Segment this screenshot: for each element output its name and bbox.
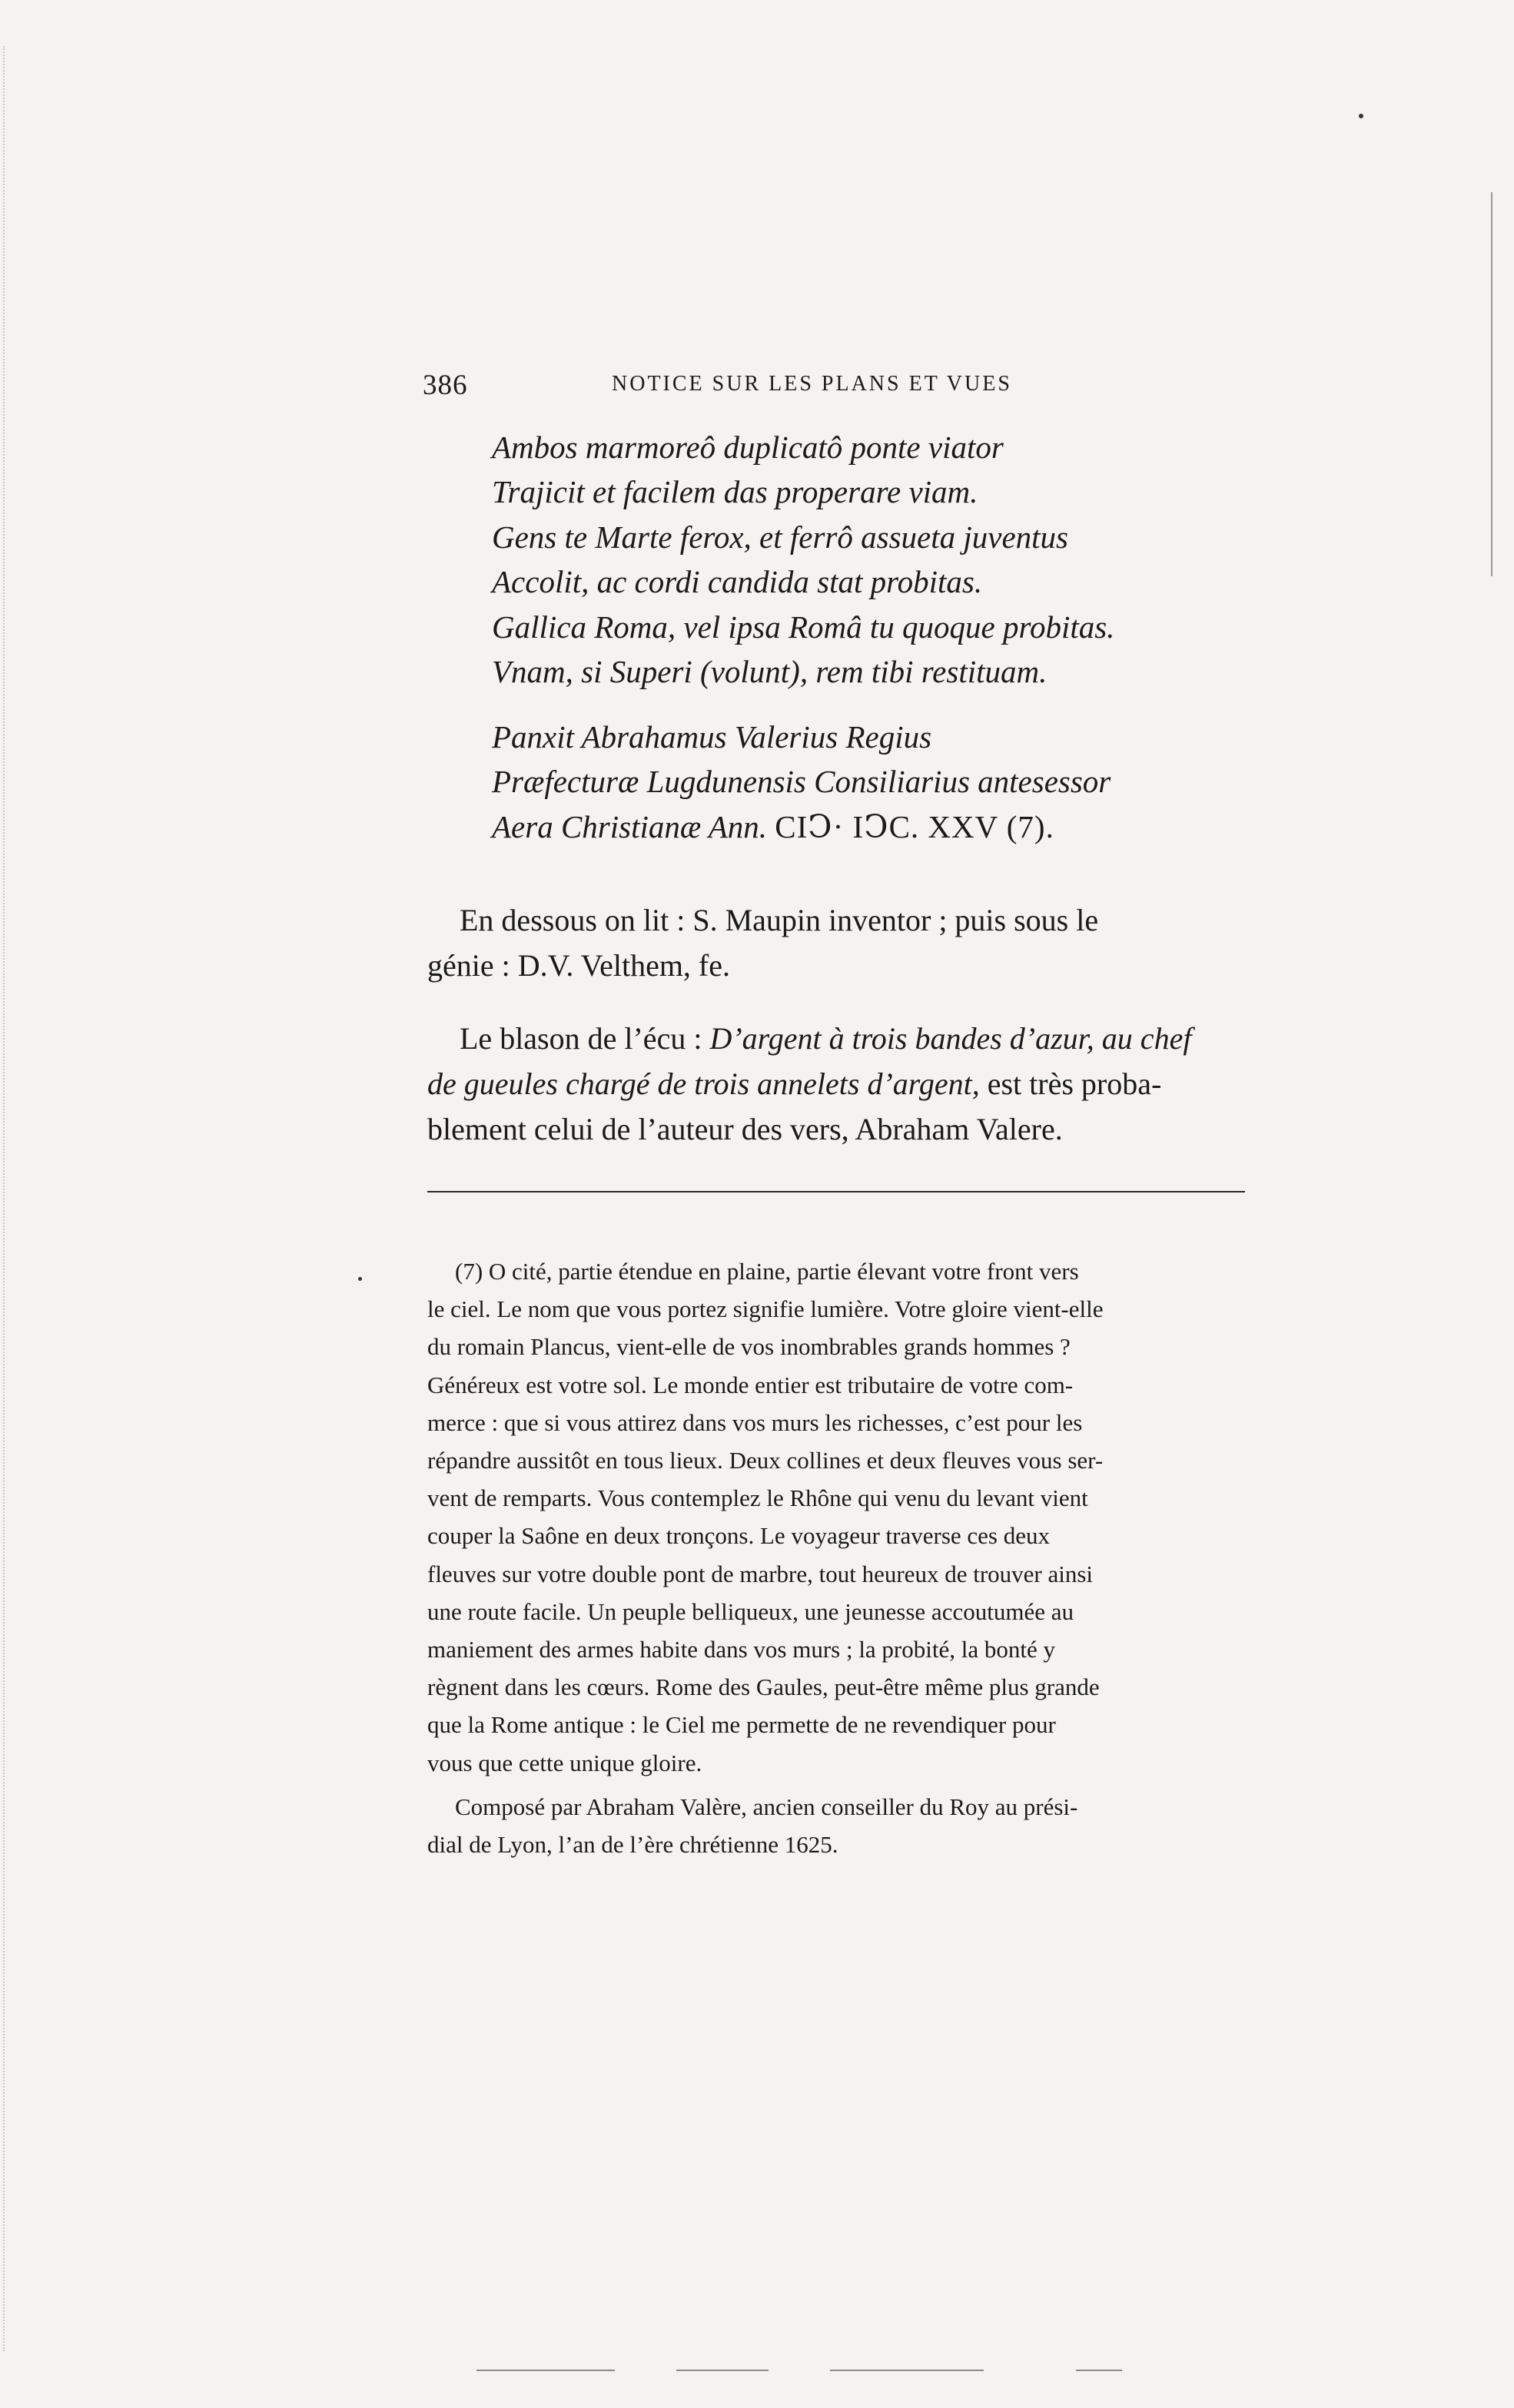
ink-speck [358,1277,362,1281]
verse-line: Gens te Marte ferox, et ferrô assueta juventus [492,519,1068,555]
blason-description-cont: de gueules chargé de trois annelets d’argent, [427,1066,980,1101]
footnote-line: vous que cette unique gloire. [427,1749,702,1776]
footnote-line: Généreux est votre sol. Le monde entier est tributaire de votre com- [427,1371,1074,1398]
footnote-line: fleuves sur votre double pont de marbre, tout heureux de trouver ainsi [427,1560,1094,1587]
footnote-line: maniement des armes habite dans vos murs ; la probité, la bonté y [427,1636,1055,1663]
footnote-attribution [427,1788,1247,1863]
footnote-line: vent de remparts. Vous contemplez le Rhône qui venu du levant vient [427,1484,1088,1512]
latin-verse [492,425,1260,694]
blason-remark: est très proba- [979,1066,1162,1101]
paragraph-line: blement celui de l’auteur des vers, Abraham Valere. [427,1112,1063,1146]
signature-date-line [492,804,1260,849]
verse-line: Accolit, ac cordi candida stat probitas. [492,564,983,600]
paragraph-line: En dessous on lit : S. Maupin inventor ; puis sous le [460,903,1099,937]
footnote-separator [427,1191,1245,1192]
ink-speck [1359,114,1363,118]
footnote-line: du romain Plancus, vient-elle de vos inombrables grands hommes ? [427,1333,1071,1361]
footnote-7 [427,1252,1247,1863]
paragraph-inscription [427,897,1245,988]
paragraph-line [427,1061,1245,1106]
footnote-line: couper la Saône en deux tronçons. Le voyageur traverse ces deux [427,1522,1050,1550]
footnote-line: que la Rome antique : le Ciel me permette de ne revendiquer pour [427,1711,1056,1739]
bottom-edge-marks [476,2370,1153,2373]
signature-line: Præfecturæ Lugdunensis Consiliarius antesessor [492,764,1111,800]
signature-era: Aera Christianæ Ann. [492,808,768,844]
footnote-line: règnent dans les cœurs. Rome des Gaules, peut-être même plus grande [427,1673,1100,1701]
footnote-line: merce : que si vous attirez dans vos murs les richesses, c’est pour les [427,1408,1083,1436]
paragraph-line [427,1016,1245,1061]
paragraph-blason [427,1016,1245,1152]
footnote-line: le ciel. Le nom que vous portez signifie lumière. Votre gloire vient-elle [427,1295,1104,1323]
footnote-line: Composé par Abraham Valère, ancien conseiller du Roy au prési- [455,1793,1078,1820]
verse-line: Trajicit et facilem das properare viam. [492,474,978,510]
footnote-line: dial de Lyon, l’an de l’ère chrétienne 1625. [427,1831,838,1859]
running-title: NOTICE SUR LES PLANS ET VUES [612,372,1012,396]
footnote-translation [427,1252,1247,1782]
signature-year-roman: CIↃ· IↃC. XXV (7). [775,808,1054,844]
verse-line: Ambos marmoreô duplicatô ponte viator [492,430,1004,465]
footnote-line: une route facile. Un peuple belliqueux, une jeunesse accoutumée au [427,1597,1074,1625]
verse-line: Gallica Roma, vel ipsa Româ tu quoque probitas. [492,609,1115,645]
verse-line: Vnam, si Superi (volunt), rem tibi restituam. [492,654,1048,690]
page-number: 386 [423,370,468,401]
verse-signature [492,715,1260,849]
signature-line: Panxit Abrahamus Valerius Regius [492,719,932,755]
blason-intro: Le blason de l’écu : [460,1021,710,1056]
right-margin-scan-edge [1491,192,1492,576]
left-margin-scan-edge [3,46,28,2351]
page-header [423,369,1253,415]
paragraph-line: génie : D.V. Velthem, fe. [427,948,731,983]
footnote-line: (7) O cité, partie étendue en plaine, partie élevant votre front vers [455,1258,1079,1285]
footnote-line: répandre aussitôt en tous lieux. Deux collines et deux fleuves vous ser- [427,1447,1104,1474]
blason-description: D’argent à trois bandes d’azur, au chef [709,1021,1192,1056]
